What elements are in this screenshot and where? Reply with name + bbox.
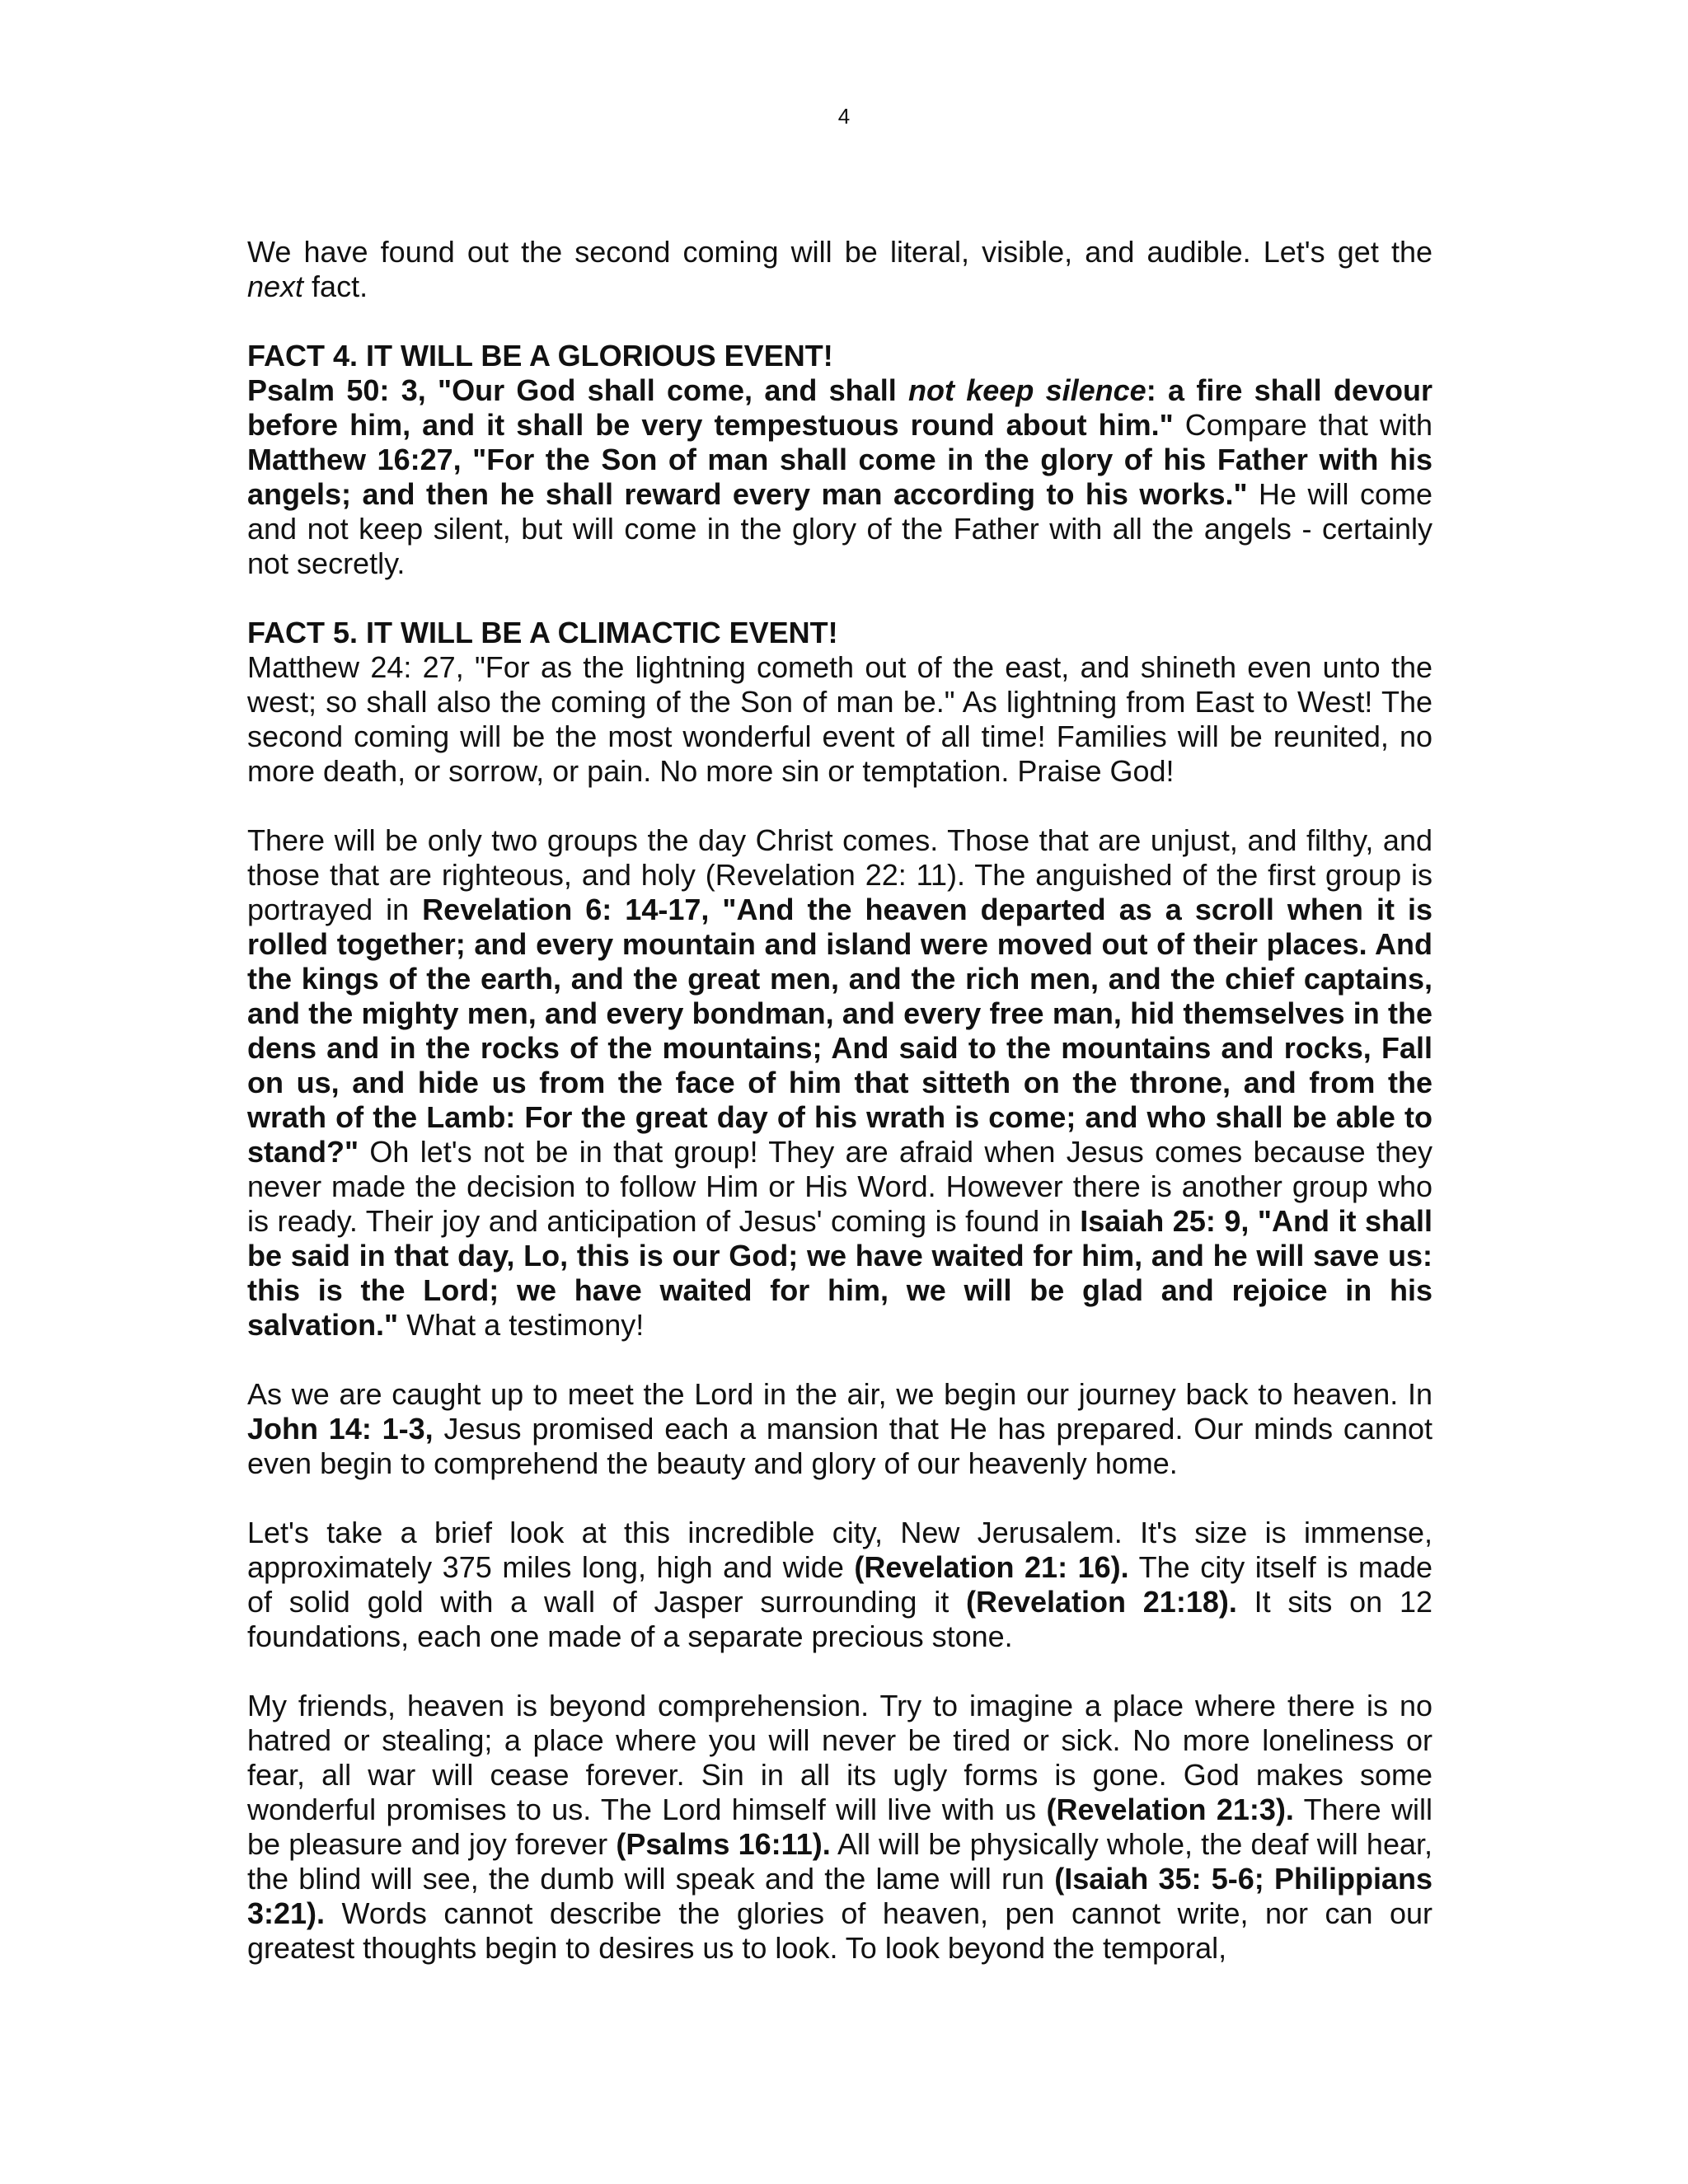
body-text: Words cannot describe the glories of heaven, pen cannot write, nor can our greatest thoughts begin to desires us to look. To look beyond the temporal,	[247, 1896, 1432, 1965]
scripture-reference: Psalm 50: 3, "Our God shall come, and shall	[247, 373, 908, 407]
body-text: It sits on 12 foundations, each one made of a separate precious stone.	[247, 1585, 1432, 1653]
body-text: We have found out the second coming will be literal, visible, and audible. Let's get the	[247, 235, 1432, 269]
body-text: The city itself is made of solid gold with a wall of Jasper surrounding it	[247, 1550, 1433, 1619]
paragraph-new-jerusalem	[247, 1516, 1432, 1654]
scripture-reference: (Isaiah 35: 5-6; Philippians 3:21).	[247, 1862, 1432, 1930]
paragraph-intro	[247, 235, 1432, 304]
paragraph-heaven	[247, 1689, 1432, 1966]
section-heading: FACT 5. IT WILL BE A CLIMACTIC EVENT!	[247, 616, 838, 649]
body-text: Matthew 24: 27, "For as the lightning cometh out of the east, and shineth even unto the west; so shall also the coming of the Son of man be." As lightning from East to West! The second coming will be the most wonderful event of all time! Families will be reunited, no more death, or sorrow, or pain. No more sin or temptation. Praise God!	[247, 650, 1432, 788]
scripture-reference: Isaiah 25: 9, "And it shall be said in that day, Lo, this is our God; we have waited for him, and he will save us: this is the Lord; we have waited for him, we will be glad and rejoice in his salvation."	[247, 1204, 1432, 1342]
body-text: What a testimony!	[398, 1308, 645, 1342]
page-number: 4	[837, 104, 851, 129]
page-body	[247, 235, 1432, 2000]
body-text: He will come and not keep silent, but will come in the glory of the Father with all the angels - certainly not secretly.	[247, 477, 1432, 580]
body-text: Let's take a brief look at this incredible city, New Jerusalem. It's size is immense, approximately 375 miles long, high and wide	[247, 1516, 1432, 1584]
scripture-reference: John 14: 1-3,	[247, 1412, 434, 1446]
emphasis-scripture: not keep silence	[908, 373, 1146, 407]
body-text: My friends, heaven is beyond comprehension. Try to imagine a place where there is no hatred or stealing; a place where you will never be tired or sick. No more loneliness or fear, all war will cease forever. Sin in all its ugly forms is gone. God makes some wonderful promises to us. The Lord himself will live with us	[247, 1689, 1432, 1826]
body-text: There will be pleasure and joy forever	[247, 1793, 1433, 1861]
scripture-reference: (Revelation 21: 16).	[854, 1550, 1129, 1584]
scripture-reference: (Psalms 16:11).	[616, 1827, 831, 1861]
scripture-reference: Revelation 6: 14-17, "And the heaven departed as a scroll when it is rolled together; and every mountain and island were moved out of their places. And the kings of the earth, and the great men, and the rich men, and the chief captains, and the mighty men, and every bondman, and every free man, hid themselves in the dens and in the rocks of the mountains; And said to the mountains and rocks, Fall on us, and hide us from the face of him that sitteth on the throne, and from the wrath of the Lamb: For the great day of his wrath is come; and who shall be able to stand?"	[247, 893, 1432, 1169]
scripture-reference: (Revelation 21:3).	[1046, 1793, 1294, 1826]
emphasis-text: next	[247, 269, 304, 303]
scripture-reference: (Revelation 21:18).	[965, 1585, 1237, 1619]
body-text: Oh let's not be in that group! They are afraid when Jesus comes because they never made the decision to follow Him or His Word. However there is another group who is ready. Their joy and anticipation of Jesus' coming is found in	[247, 1135, 1432, 1238]
body-text: As we are caught up to meet the Lord in the air, we begin our journey back to heaven. In	[247, 1377, 1432, 1411]
body-text: fact.	[303, 269, 368, 303]
scripture-reference: Matthew 16:27, "For the Son of man shall come in the glory of his Father with his angels; and then he shall reward every man according to his works."	[247, 443, 1432, 511]
section-heading: FACT 4. IT WILL BE A GLORIOUS EVENT!	[247, 339, 833, 373]
body-text: All will be physically whole, the deaf will hear, the blind will see, the dumb will speak and the lame will run	[247, 1827, 1432, 1896]
paragraph-fact-5	[247, 616, 1432, 789]
body-text: Jesus promised each a mansion that He has prepared. Our minds cannot even begin to comprehend the beauty and glory of our heavenly home.	[247, 1412, 1433, 1480]
paragraph-fact-4	[247, 339, 1432, 581]
body-text: There will be only two groups the day Christ comes. Those that are unjust, and filthy, and those that are righteous, and holy (Revelation 22: 11). The anguished of the first group is portrayed in	[247, 823, 1432, 926]
scripture-reference: : a fire shall devour before him, and it shall be very tempestuous round about him."	[247, 373, 1433, 442]
body-text: Compare that with	[1173, 408, 1432, 442]
paragraph-two-groups	[247, 823, 1432, 1343]
paragraph-caught-up	[247, 1377, 1432, 1481]
